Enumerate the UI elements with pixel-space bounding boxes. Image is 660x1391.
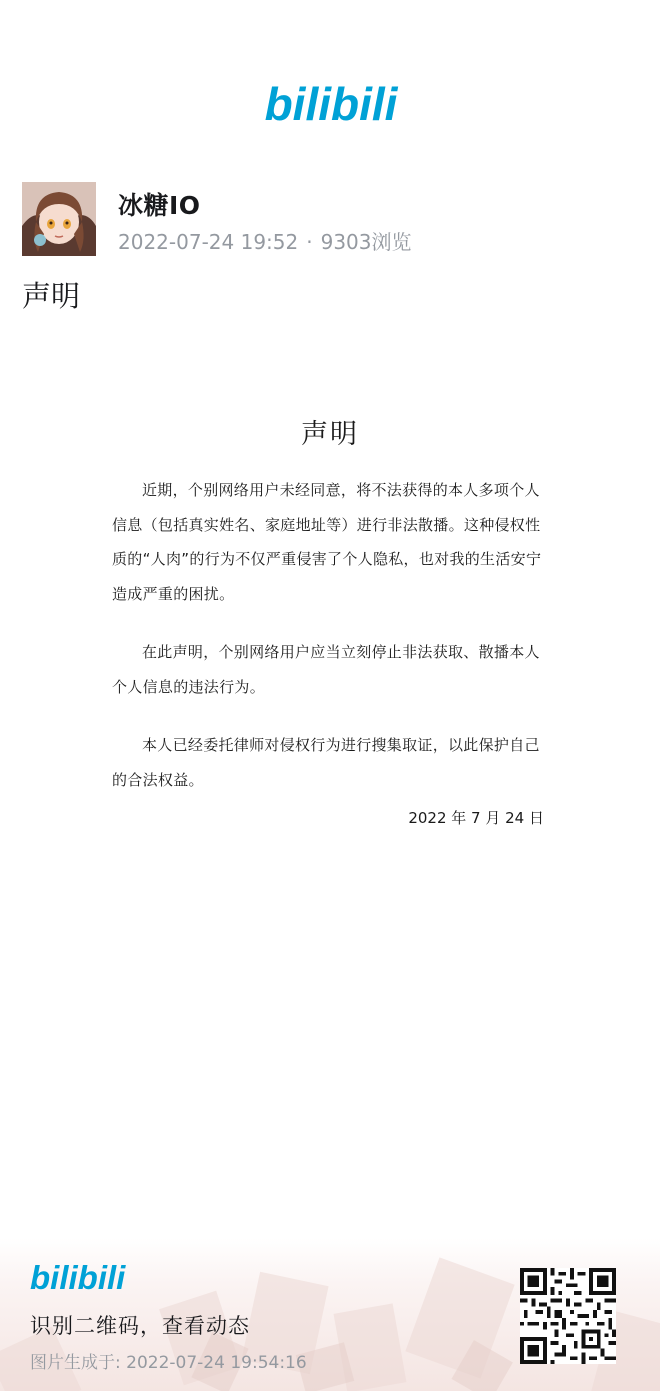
post-meta <box>118 226 412 255</box>
statement-title: 声明 <box>301 419 359 450</box>
share-footer <box>0 1238 660 1391</box>
statement-paragraph-2: 在此声明，个别网络用户应当立刻停止非法获取、散播本人个人信息的违法行为。 <box>112 643 540 696</box>
post-title: 声明 <box>22 279 81 313</box>
statement-paragraph-1: 近期，个别网络用户未经同意，将不法获得的本人多项个人信息（包括真实姓名、家庭地址等）进行非法散播。这种侵权性质的“人肉”的行为不仅严重侵害了个人隐私，也对我的生活安宁造成严重的困扰。 <box>112 481 542 603</box>
qr-code[interactable] <box>520 1268 616 1364</box>
avatar[interactable] <box>22 182 96 256</box>
meta-separator: · <box>306 230 313 254</box>
generated-time: 图片生成于: 2022-07-24 19:54:16 <box>30 1353 307 1373</box>
statement-image <box>112 412 548 828</box>
svg-text:bilibili: bilibili <box>30 1259 126 1296</box>
scan-qr-prompt: 识别二维码，查看动态 <box>30 1314 250 1338</box>
statement-date: 2022 年 7 月 24 日 <box>408 809 544 827</box>
author-name[interactable]: 冰糖IO <box>118 191 201 220</box>
statement-paragraph-3: 本人已经委托律师对侵权行为进行搜集取证，以此保护自己的合法权益。 <box>112 736 540 789</box>
svg-text:bilibili: bilibili <box>264 78 398 130</box>
post-date: 2022-07-24 19:52 <box>118 230 299 254</box>
avatar-image <box>22 182 96 256</box>
bilibili-logo-small <box>30 1258 126 1296</box>
view-count: 9303浏览 <box>320 230 412 254</box>
author-row <box>22 182 642 256</box>
bilibili-logo <box>264 76 398 130</box>
